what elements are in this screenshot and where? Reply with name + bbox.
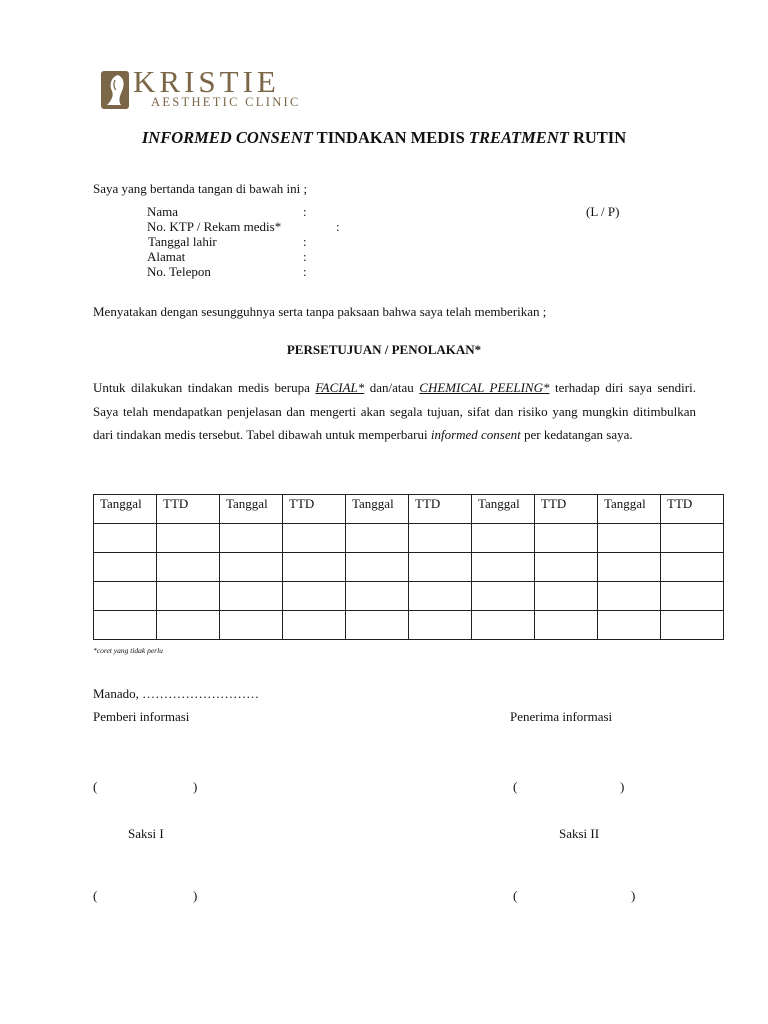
document-title	[0, 128, 768, 148]
logo-subtitle: AESTHETIC CLINIC	[151, 95, 301, 109]
header-tanggal-4: Tanggal	[472, 495, 535, 524]
table-cell[interactable]	[661, 524, 724, 553]
header-tanggal-2: Tanggal	[220, 495, 283, 524]
header-tanggal-3: Tanggal	[346, 495, 409, 524]
field-label-telepon: No. Telepon	[147, 264, 211, 279]
table-row	[94, 524, 724, 553]
table-cell[interactable]	[346, 611, 409, 640]
title-part-rutin: RUTIN	[568, 128, 627, 147]
table-cell[interactable]	[409, 582, 472, 611]
table-cell[interactable]	[94, 553, 157, 582]
table-cell[interactable]	[661, 611, 724, 640]
table-cell[interactable]	[220, 524, 283, 553]
table-cell[interactable]	[598, 611, 661, 640]
header-ttd-2: TTD	[283, 495, 346, 524]
table-cell[interactable]	[220, 611, 283, 640]
field-colon-nama: :	[303, 204, 307, 219]
table-cell[interactable]	[283, 611, 346, 640]
gender-option: (L / P)	[586, 204, 620, 219]
table-cell[interactable]	[283, 582, 346, 611]
consent-paragraph	[93, 376, 696, 447]
table-cell[interactable]	[157, 582, 220, 611]
field-colon-telepon: :	[303, 264, 307, 279]
paragraph-text-3: terhadap diri saya sendiri. Saya telah mendapatkan penjelasan dan mengerti akan segala tujuan, sifat dan risiko yang mungkin ditimbulkan dari tindakan medis tersebut. Tabel dibawah untuk memperbarui	[93, 380, 696, 442]
table-cell[interactable]	[472, 611, 535, 640]
table-cell[interactable]	[346, 553, 409, 582]
statement-text: Menyatakan dengan sesungguhnya serta tanpa paksaan bahwa saya telah memberikan ;	[93, 304, 547, 319]
header-tanggal-1: Tanggal	[94, 495, 157, 524]
table-row	[94, 582, 724, 611]
chemical-peeling-term: CHEMICAL PEELING*	[419, 380, 550, 395]
receiver-sign-open-paren: (	[513, 779, 518, 794]
logo-name: KRISTIE	[133, 64, 280, 99]
field-label-nama: Nama	[147, 204, 179, 219]
table-cell[interactable]	[535, 611, 598, 640]
table-cell[interactable]	[661, 553, 724, 582]
table-cell[interactable]	[535, 524, 598, 553]
table-cell[interactable]	[661, 582, 724, 611]
witness-1-label: Saksi I	[128, 826, 164, 841]
paragraph-text-4: per kedatangan saya.	[520, 427, 633, 442]
field-label-tanggal-lahir: Tanggal lahir	[148, 234, 217, 249]
table-cell[interactable]	[283, 524, 346, 553]
witness-1-close-paren: )	[193, 888, 198, 903]
witness-1-open-paren: (	[93, 888, 98, 903]
table-cell[interactable]	[346, 582, 409, 611]
table-cell[interactable]	[409, 553, 472, 582]
paragraph-text-2: dan/atau	[364, 380, 420, 395]
witness-2-open-paren: (	[513, 888, 518, 903]
table-cell[interactable]	[535, 553, 598, 582]
table-cell[interactable]	[472, 582, 535, 611]
header-ttd-4: TTD	[535, 495, 598, 524]
table-cell[interactable]	[472, 553, 535, 582]
facial-term: FACIAL*	[315, 380, 365, 395]
receiver-sign-close-paren: )	[620, 779, 625, 794]
table-cell[interactable]	[220, 582, 283, 611]
table-cell[interactable]	[409, 611, 472, 640]
table-cell[interactable]	[94, 611, 157, 640]
table-cell[interactable]	[598, 524, 661, 553]
table-cell[interactable]	[94, 524, 157, 553]
table-cell[interactable]	[94, 582, 157, 611]
table-cell[interactable]	[346, 524, 409, 553]
table-cell[interactable]	[409, 524, 472, 553]
table-row	[94, 611, 724, 640]
table-cell[interactable]	[598, 553, 661, 582]
informed-consent-term: informed consent	[430, 427, 521, 442]
giver-sign-close-paren: )	[193, 779, 198, 794]
header-ttd-5: TTD	[661, 495, 724, 524]
place-date: Manado, ………………………	[93, 686, 260, 701]
header-ttd-3: TTD	[409, 495, 472, 524]
table-cell[interactable]	[157, 553, 220, 582]
table-row	[94, 553, 724, 582]
title-part-tindakan: TINDAKAN MEDIS	[312, 128, 469, 147]
clinic-logo-icon	[101, 71, 129, 109]
footnote: *coret yang tidak perlu	[93, 646, 163, 655]
table-cell[interactable]	[598, 582, 661, 611]
table-cell[interactable]	[535, 582, 598, 611]
receiver-label: Penerima informasi	[510, 709, 613, 724]
table-cell[interactable]	[472, 524, 535, 553]
field-colon-alamat: :	[303, 249, 307, 264]
header-tanggal-5: Tanggal	[598, 495, 661, 524]
table-cell[interactable]	[283, 553, 346, 582]
table-cell[interactable]	[157, 524, 220, 553]
witness-2-close-paren: )	[631, 888, 636, 903]
table-header-row	[94, 495, 724, 524]
field-label-alamat: Alamat	[147, 249, 186, 264]
field-colon-tanggal-lahir: :	[303, 234, 307, 249]
paragraph-text-1: Untuk dilakukan tindakan medis berupa	[93, 380, 316, 395]
title-part-informed-consent: INFORMED CONSENT	[141, 128, 313, 147]
title-part-treatment: TREATMENT	[468, 128, 569, 147]
consent-heading: PERSETUJUAN / PENOLAKAN*	[286, 342, 482, 357]
table-cell[interactable]	[157, 611, 220, 640]
intro-text: Saya yang bertanda tangan di bawah ini ;	[93, 181, 308, 196]
header-ttd-1: TTD	[157, 495, 220, 524]
field-colon-ktp: :	[336, 219, 340, 234]
giver-label: Pemberi informasi	[93, 709, 190, 724]
table-cell[interactable]	[220, 553, 283, 582]
giver-sign-open-paren: (	[93, 779, 98, 794]
field-label-ktp: No. KTP / Rekam medis*	[147, 219, 282, 234]
witness-2-label: Saksi II	[559, 826, 600, 841]
consent-update-table	[93, 494, 724, 640]
